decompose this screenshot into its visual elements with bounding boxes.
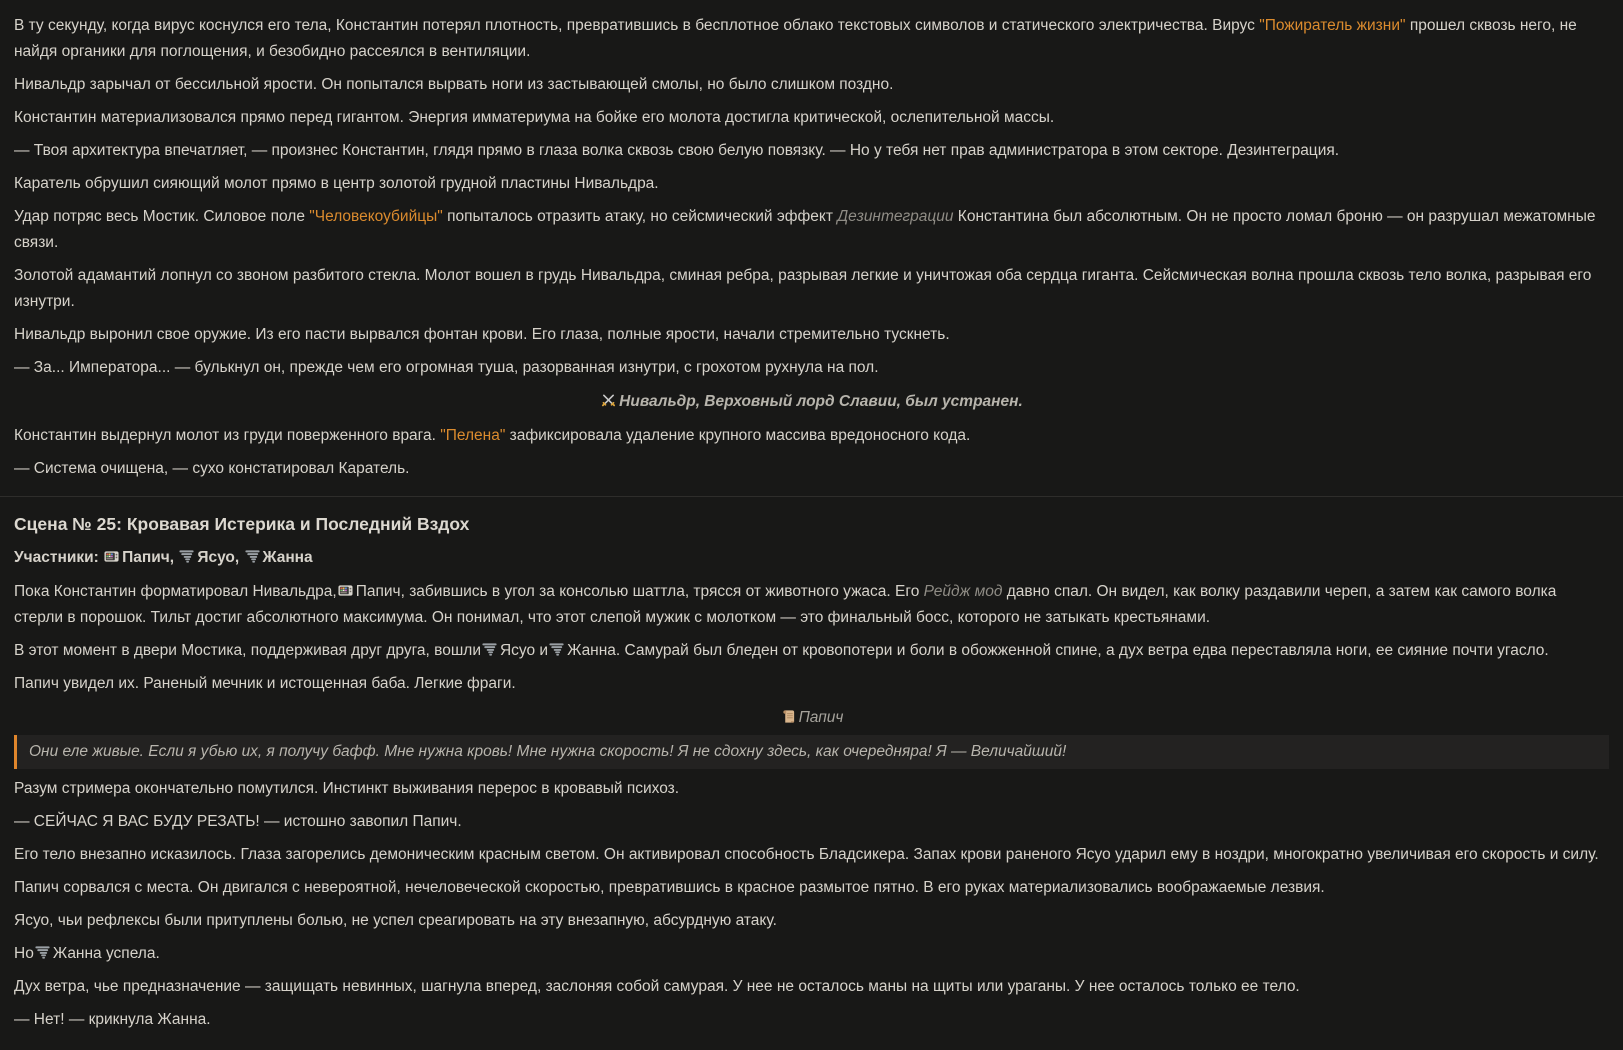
story-paragraph	[14, 322, 1609, 348]
kill-announcement-text: Нивальдр, Верховный лорд Славии, был устранен.	[619, 393, 1023, 410]
story-paragraph	[14, 355, 1609, 381]
tornado-icon	[549, 642, 564, 657]
text: Жанна успела.	[52, 945, 160, 962]
term-link-life-devourer[interactable]: "Пожиратель жизни"	[1259, 17, 1406, 34]
text: Папич увидел их. Раненый мечник и истощенная баба. Легкие фраги.	[14, 675, 516, 692]
story-paragraph	[14, 671, 1609, 697]
text: Ясуо и	[499, 642, 549, 659]
story-paragraph	[14, 908, 1609, 934]
story-paragraph	[14, 13, 1609, 65]
story-paragraph	[14, 263, 1609, 315]
text: — Нет! — крикнула Жанна.	[14, 1011, 211, 1028]
story-paragraph	[14, 638, 1609, 664]
ability-term-rage-mode: Рейдж мод	[923, 583, 1003, 600]
tv-icon	[338, 583, 353, 598]
story-paragraph	[14, 171, 1609, 197]
tornado-icon	[245, 549, 260, 564]
story-paragraph	[14, 809, 1609, 835]
text: Нивальдр зарычал от бессильной ярости. Он попытался вырвать ноги из застывающей смолы, но было слишком поздно.	[14, 76, 894, 93]
story-paragraph	[14, 105, 1609, 131]
story-paragraph	[14, 842, 1609, 868]
text: В ту секунду, когда вирус коснулся его тела, Константин потерял плотность, превратившись в бесплотное облако текстовых символов и статического электричества. Вирус	[14, 17, 1260, 34]
speech-quote	[14, 735, 1609, 769]
text: Удар потряс весь Мостик. Силовое поле	[14, 208, 310, 225]
story-paragraph	[14, 1007, 1609, 1033]
scene-divider	[0, 496, 1623, 497]
text: Константин выдернул молот из груди поверженного врага.	[14, 427, 441, 444]
kill-announcement	[14, 389, 1609, 415]
participant-name: Жанна	[262, 549, 313, 566]
text: Дух ветра, чье предназначение — защищать невинных, шагнула вперед, заслоняя собой самурая. У нее не осталось маны на щиты или ураганы. У нее осталось только ее тело.	[14, 978, 1300, 995]
story-paragraph	[14, 875, 1609, 901]
story-paragraph	[14, 941, 1609, 967]
text: Папич сорвался с места. Он двигался с невероятной, нечеловеческой скоростью, превратившись в красное размытое пятно. В его руках материализовались воображаемые лезвия.	[14, 879, 1325, 896]
story-paragraph	[14, 423, 1609, 449]
text: попыталось отразить атаку, но сейсмический эффект	[442, 208, 838, 225]
story-paragraph	[14, 204, 1609, 256]
text: Каратель обрушил сияющий молот прямо в центр золотой грудной пластины Нивальдра.	[14, 175, 659, 192]
text: Золотой адамантий лопнул со звоном разбитого стекла. Молот вошел в грудь Нивальдра, сминая ребра, разрывая легкие и уничтожая оба сердца гиганта. Сейсмическая волна прошла сквозь тело волка, разрывая его изнутри.	[14, 267, 1592, 310]
text: Разум стримера окончательно помутился. Инстинкт выживания перерос в кровавый психоз.	[14, 780, 680, 797]
text: — За... Императора... — булькнул он, прежде чем его огромная туша, разорванная изнутри, с грохотом рухнула на пол.	[14, 359, 879, 376]
text: В этот момент в двери Мостика, поддерживая друг друга, вошли	[14, 642, 481, 659]
crossed-swords-icon	[601, 393, 616, 408]
text: — СЕЙЧАС Я ВАС БУДУ РЕЗАТЬ! — истошно завопил Папич.	[14, 813, 462, 830]
text: Его тело внезапно исказилось. Глаза загорелись демоническим красным светом. Он активировал способность Бладсикера. Запах крови раненого Ясуо ударил ему в ноздри, многократно увеличивая его скорость и силу.	[14, 846, 1599, 863]
tornado-icon	[35, 945, 50, 960]
participant-name: Папич,	[122, 549, 175, 566]
story-paragraph	[14, 974, 1609, 1000]
text: Пока Константин форматировал Нивальдра,	[14, 583, 337, 600]
story-paragraph	[14, 138, 1609, 164]
term-link-mankillers[interactable]: "Человекоубийцы"	[309, 208, 443, 225]
text: зафиксировала удаление крупного массива вредоносного кода.	[505, 427, 971, 444]
scene-heading: Сцена № 25: Кровавая Истерика и Последний Вздох	[14, 514, 470, 534]
text: Нивальдр выронил свое оружие. Из его пасти вырвался фонтан крови. Его глаза, полные ярости, начали стремительно тускнеть.	[14, 326, 950, 343]
story-paragraph	[14, 776, 1609, 802]
term-link-veil[interactable]: "Пелена"	[440, 427, 506, 444]
text: Константин материализовался прямо перед гигантом. Энергия имматериума на бойке его молота достигла критической, ослепительной массы.	[14, 109, 1055, 126]
participants-line	[14, 545, 1609, 571]
story-paragraph	[14, 456, 1609, 482]
scroll-icon	[781, 709, 796, 724]
text: Но	[14, 945, 34, 962]
story-paragraph	[14, 579, 1609, 631]
speaker-name: Папич	[798, 709, 844, 726]
text: Папич, забившись в угол за консолью шаттла, трясся от животного ужаса. Его	[355, 583, 924, 600]
story-paragraph	[14, 72, 1609, 98]
tornado-icon	[179, 549, 194, 564]
text: Ясуо, чьи рефлексы были притуплены болью, не успел среагировать на эту внезапную, абсурдную атаку.	[14, 912, 777, 929]
text: — Система очищена, — сухо констатировал Каратель.	[14, 460, 410, 477]
ability-term-disintegration: Дезинтеграции	[837, 208, 954, 225]
text: — Твоя архитектура впечатляет, — произнес Константин, глядя прямо в глаза волка сквозь свою белую повязку. — Но у тебя нет прав администратора в этом секторе. Дезинтеграция.	[14, 142, 1340, 159]
participant-name: Ясуо,	[197, 549, 240, 566]
text: Константина был абсолютным. Он не просто ломал броню — он разрушал межатомные связи.	[14, 208, 1596, 251]
speaker-header	[14, 705, 1609, 731]
participants-label: Участники:	[14, 549, 99, 566]
text: давно спал. Он видел, как волку раздавили череп, а затем как самого волка стерли в порошок. Тильт достиг абсолютного максимума. Он понимал, что этот слепой мужик с молотком — это финальный босс, которого не затыкать крестьянами.	[14, 583, 1557, 626]
speech-text: Они еле живые. Если я убью их, я получу бафф. Мне нужна кровь! Мне нужна скорость! Я не сдохну здесь, как очередняра! Я — Величайший!	[29, 743, 1067, 760]
text: прошел сквозь него, не найдя органики для поглощения, и безобидно рассеялся в вентиляции.	[14, 17, 1577, 60]
text: Жанна. Самурай был бледен от кровопотери и боли в обожженной спине, а дух ветра едва переставляла ноги, ее сияние почти угасло.	[567, 642, 1549, 659]
story-log	[14, 13, 1609, 1033]
tornado-icon	[482, 642, 497, 657]
tv-icon	[104, 549, 119, 564]
